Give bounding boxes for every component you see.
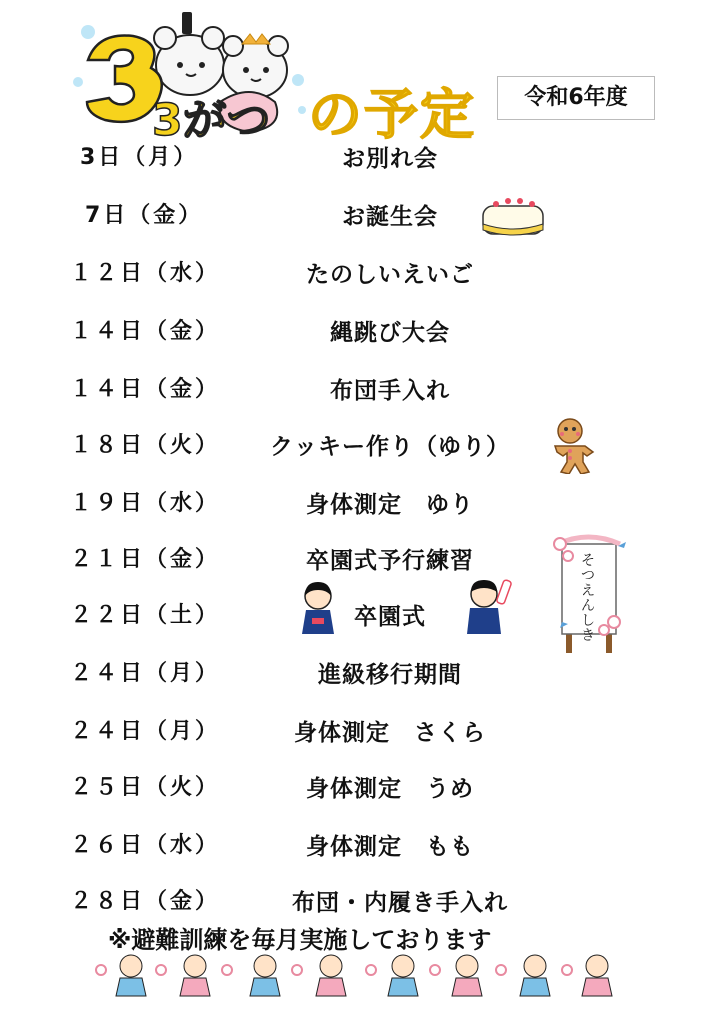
schedule-row	[0, 884, 724, 924]
schedule-row	[0, 828, 724, 868]
schedule-date: ２８日（金）	[70, 889, 221, 914]
schedule-row	[0, 314, 724, 354]
schedule-row	[0, 256, 724, 296]
schedule-row	[0, 372, 724, 412]
schedule-event: クッキー作り（ゆり）	[270, 434, 510, 460]
title-text: の予定	[308, 83, 476, 146]
graduation-sign-text: そつえんしき	[581, 553, 595, 644]
schedule-date: 7日（金）	[85, 203, 204, 228]
schedule-date: ２５日（火）	[70, 775, 221, 800]
schedule-event: 卒園式予行練習	[306, 548, 474, 574]
schedule-event: 身体測定 ゆり	[306, 492, 474, 518]
schedule-row	[0, 428, 724, 468]
schedule-row	[0, 486, 724, 526]
evacuation-drill-note: ※避難訓練を毎月実施しております	[108, 926, 492, 954]
schedule-event: 布団手入れ	[330, 378, 450, 404]
fiscal-year-badge: 令和6年度	[497, 76, 655, 120]
schedule-event: 卒園式	[354, 604, 426, 630]
schedule-event: たのしいえいご	[306, 262, 474, 288]
schedule-date: ２６日（水）	[70, 833, 221, 858]
schedule-event: 身体測定 さくら	[294, 720, 486, 746]
schedule-event: お誕生会	[342, 204, 438, 230]
schedule-event: 身体測定 もも	[306, 834, 474, 860]
schedule-date: １９日（水）	[70, 491, 221, 516]
schedule-date: ２２日（土）	[70, 603, 221, 628]
girl-graduate-icon	[298, 580, 338, 640]
schedule-date: １２日（水）	[70, 261, 221, 286]
schedule-event: お別れ会	[342, 146, 438, 172]
schedule-row	[0, 656, 724, 696]
schedule-date: １８日（火）	[70, 433, 221, 458]
schedule-date: ２４日（月）	[70, 661, 221, 686]
hina-doll-border	[95, 948, 615, 998]
boy-graduate-icon	[462, 578, 518, 640]
birthday-cake-icon	[480, 192, 546, 244]
gingerbread-cookie-icon	[545, 416, 595, 478]
title-month: 3がつ	[152, 95, 271, 146]
schedule-event: 布団・内履き手入れ	[292, 890, 508, 916]
schedule-row	[0, 140, 724, 180]
schedule-event: 進級移行期間	[318, 662, 462, 688]
schedule-row	[0, 714, 724, 754]
schedule-event: 身体測定 うめ	[306, 776, 474, 802]
schedule-date: 3日（月）	[80, 145, 199, 170]
schedule-date: ２４日（月）	[70, 719, 221, 744]
schedule-date: ２１日（金）	[70, 547, 221, 572]
schedule-row	[0, 770, 724, 810]
graduation-sign-illustration	[548, 530, 630, 658]
schedule-date: １４日（金）	[70, 319, 221, 344]
schedule-event: 縄跳び大会	[330, 320, 450, 346]
schedule-row	[0, 198, 724, 238]
schedule-date: １４日（金）	[70, 377, 221, 402]
